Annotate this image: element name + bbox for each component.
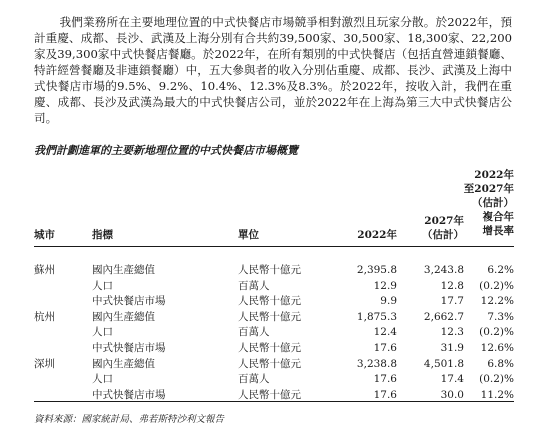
cell-2027: 12.8: [440, 279, 464, 292]
cell-cagr: 11.2%: [480, 388, 514, 401]
cell-2022: 12.4: [373, 326, 397, 339]
cell-2022: 1,875.3: [356, 310, 397, 323]
cell-unit: 人民幣十億元: [238, 310, 301, 323]
cell-unit: 百萬人: [238, 326, 270, 339]
header-unit: 單位: [238, 229, 259, 241]
header-indicator: 指標: [92, 229, 113, 241]
cell-cagr: (0.2)%: [479, 279, 514, 292]
cell-city: 深圳: [34, 357, 55, 370]
cell-unit: 人民幣十億元: [238, 357, 301, 370]
header-2022: 2022年: [357, 229, 397, 241]
intro-paragraph: [34, 14, 512, 126]
cell-2027: 31.9: [440, 342, 464, 354]
header-rule: [34, 246, 514, 247]
cell-indicator: 中式快餐店市場: [92, 295, 166, 308]
cell-unit: 百萬人: [238, 279, 270, 292]
cell-indicator: 國內生產總值: [92, 310, 155, 323]
source-note: 資料來源：國家統計局、弗若斯特沙利文報告: [34, 414, 225, 425]
header-cagr-line4: 複合年: [482, 211, 514, 223]
cell-cagr: (0.2)%: [479, 326, 514, 339]
cell-unit: 人民幣十億元: [238, 388, 301, 401]
cell-unit: 百萬人: [238, 373, 270, 386]
header-city: 城市: [34, 229, 55, 241]
cell-2022: 2,395.8: [356, 264, 397, 276]
cell-indicator: 中式快餐店市場: [92, 342, 166, 354]
cell-2022: 17.6: [373, 388, 397, 401]
header-2027-line2: （估計）: [422, 229, 464, 241]
cell-2022: 9.9: [380, 295, 397, 308]
header-cagr-line1: 2022年: [474, 169, 514, 181]
cell-unit: 人民幣十億元: [238, 295, 301, 308]
cell-indicator: 中式快餐店市場: [92, 388, 166, 401]
header-2027: [390, 214, 464, 242]
cell-2022: 17.6: [373, 373, 397, 386]
cell-2027: 17.4: [440, 373, 464, 386]
cell-cagr: (0.2)%: [479, 373, 514, 386]
cell-2027: 3,243.8: [423, 264, 464, 276]
cell-indicator: 人口: [92, 279, 113, 292]
cell-city: 杭州: [34, 310, 55, 323]
header-cagr-line2: 至2027年: [463, 183, 514, 195]
cell-2027: 4,501.8: [423, 357, 464, 370]
cell-city: 蘇州: [34, 264, 55, 276]
header-cagr-line5: 增長率: [482, 225, 514, 237]
cell-indicator: 國內生產總值: [92, 264, 155, 276]
cell-unit: 人民幣十億元: [238, 342, 301, 354]
cell-indicator: 人口: [92, 326, 113, 339]
cell-2022: 3,238.8: [356, 357, 397, 370]
cell-2027: 2,662.7: [423, 310, 464, 323]
cell-2022: 12.9: [373, 279, 397, 292]
cell-2027: 12.3: [440, 326, 464, 339]
cell-cagr: 6.8%: [487, 357, 514, 370]
header-2027-line1: 2027年: [424, 215, 464, 227]
bottom-rule: [34, 401, 514, 402]
cell-2027: 30.0: [440, 388, 464, 401]
cell-cagr: 12.6%: [480, 342, 514, 354]
intro-text: 我們業務所在主要地理位置的中式快餐店市場競爭相對激烈且玩家分散。於2022年，預計重慶、成都、長沙、武漢及上海分別有合共約39,500家、30,500家、18,300家、22,200家及39,300家中式快餐店餐廳。於2022年，在所有類別的中式快餐店（包括直營連鎖餐廳、特許經營餐廳及非連鎖餐廳）中，五大參與者的收入分別佔重慶、成都、長沙、武漢及上海中式快餐店市場的9.5%、9.2%、10.4%、12.3%及8.3%。於2022年，按收入計，我們在重慶、成都、長沙及武漢為最大的中式快餐店公司，並於2022年在上海為第三大中式快餐店公司。: [34, 15, 512, 125]
cell-indicator: 人口: [92, 373, 113, 386]
table-title: 我們計劃進軍的主要新地理位置的中式快餐店市場概覽: [34, 144, 298, 157]
cell-unit: 人民幣十億元: [238, 264, 301, 276]
cell-cagr: 7.3%: [487, 310, 514, 323]
cell-indicator: 國內生產總值: [92, 357, 155, 370]
cell-cagr: 12.2%: [480, 295, 514, 308]
cell-cagr: 6.2%: [487, 264, 514, 276]
header-cagr-line3: （估計）: [472, 197, 514, 209]
cell-2027: 17.7: [440, 295, 464, 308]
cell-2022: 17.6: [373, 342, 397, 354]
